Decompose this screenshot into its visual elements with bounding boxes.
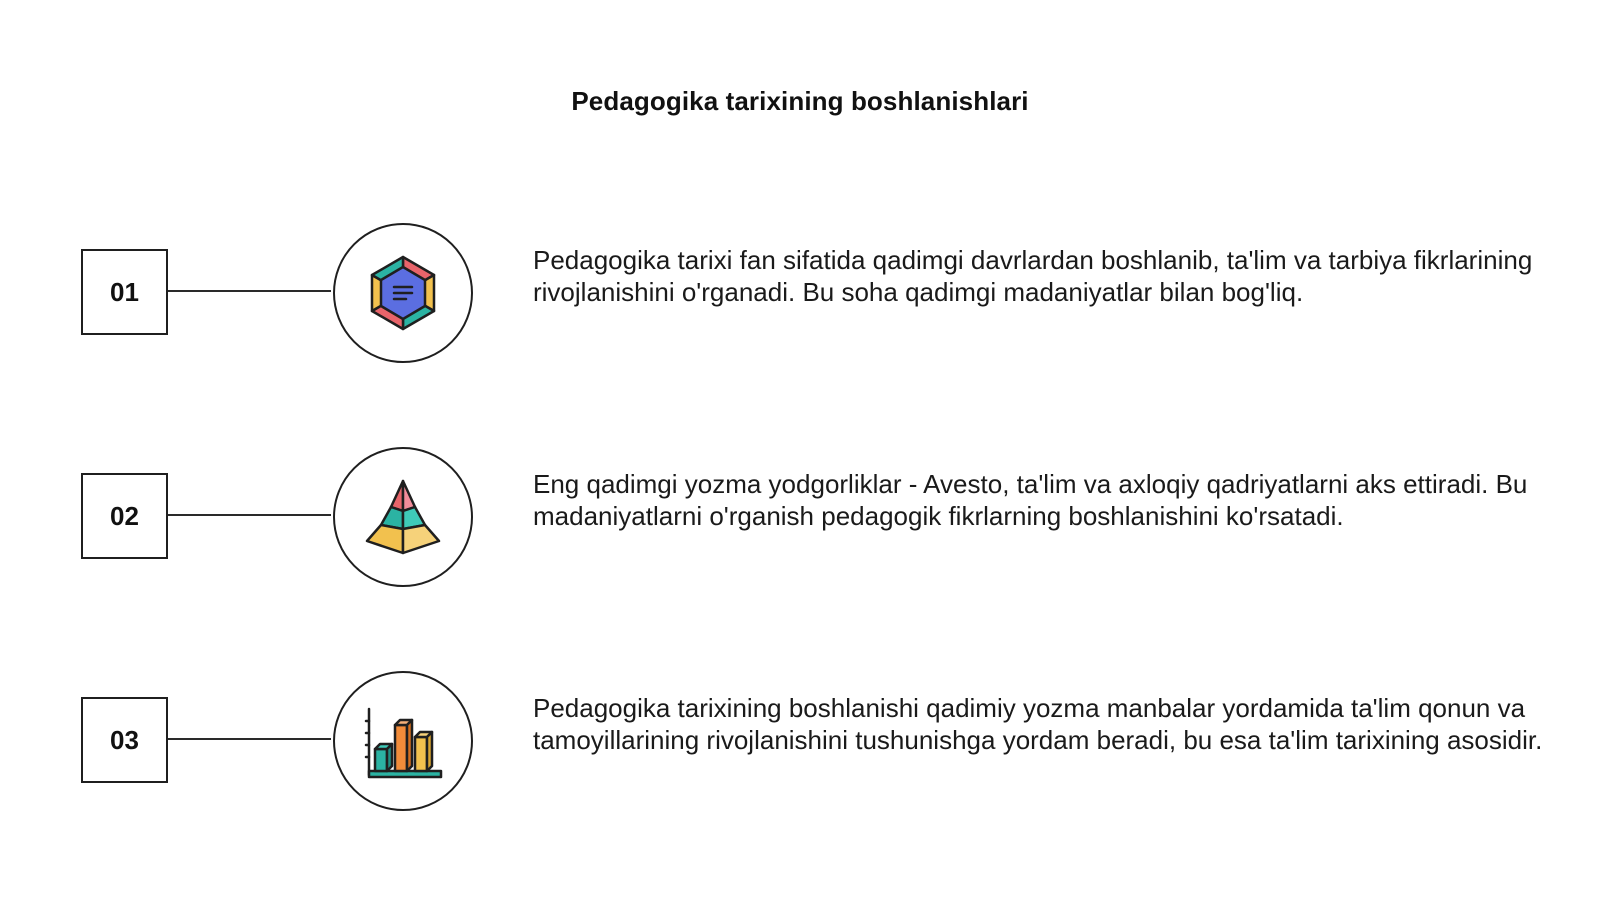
step-3 [0, 660, 1600, 810]
step-description: Eng qadimgi yozma yodgorliklar - Avesto, ta'lim va axloqiy qadriyatlarni aks ettiradi. Bu madaniyatlarni o'rganish pedagogik fikrlarning boshlanishini ko'rsatadi. [533, 469, 1528, 531]
step-2 [0, 436, 1600, 586]
step-number-box: 02 [81, 473, 168, 559]
connector-line [168, 738, 331, 740]
icon-circle [333, 671, 473, 811]
connector-line [168, 290, 331, 292]
step-description: Pedagogika tarixi fan sifatida qadimgi davrlardan boshlanib, ta'lim va tarbiya fikrlarining rivojlanishini o'rganadi. Bu soha qadimgi madaniyatlar bilan bog'liq. [533, 245, 1533, 307]
icon-circle [333, 223, 473, 363]
step-description: Pedagogika tarixining boshlanishi qadimiy yozma manbalar yordamida ta'lim qonun va tamoyillarining rivojlanishini tushunishga yordam beradi, bu esa ta'lim tarixining asosidir. [533, 693, 1543, 755]
step-number-box: 03 [81, 697, 168, 783]
step-1 [0, 212, 1600, 362]
hexagon-document-icon [361, 251, 445, 335]
step-number-box: 01 [81, 249, 168, 335]
icon-circle [333, 447, 473, 587]
connector-line [168, 514, 331, 516]
bar-chart-icon [361, 699, 445, 783]
page-title: Pedagogika tarixining boshlanishlari [571, 86, 1029, 116]
pyramid-icon [361, 475, 445, 559]
